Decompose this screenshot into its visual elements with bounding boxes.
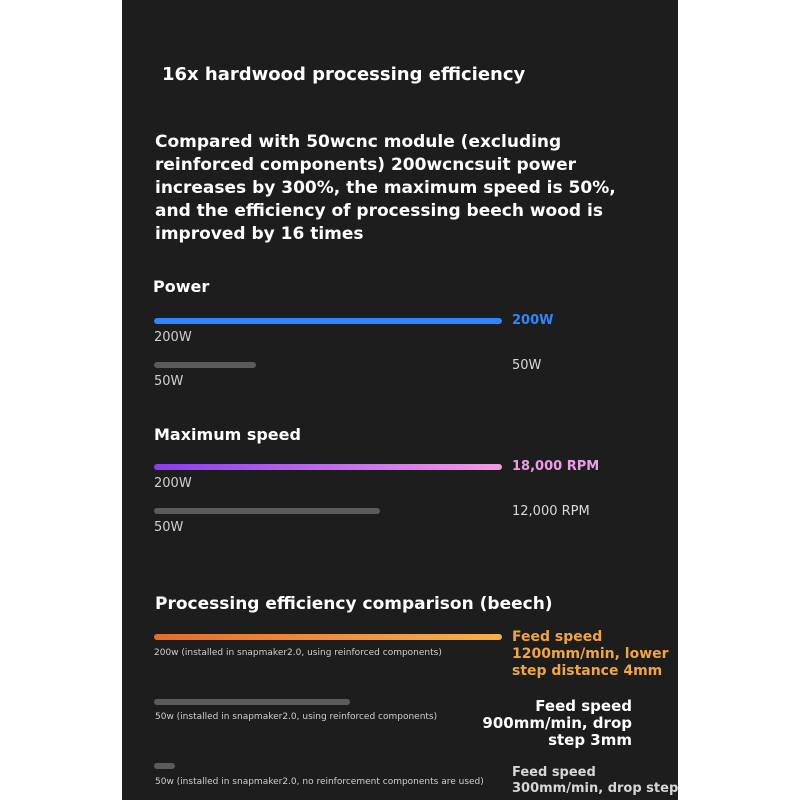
- content-panel: [122, 0, 678, 800]
- efficiency-value-50w-reinforced-line1: Feed speed: [535, 697, 632, 715]
- speed-value-50w: 12,000 RPM: [512, 504, 590, 519]
- speed-bar-50w: [154, 508, 380, 514]
- headline: 16x hardwood processing efficiency: [162, 64, 526, 85]
- efficiency-value-200w-line2: 1200mm/min, lower: [512, 646, 669, 662]
- efficiency-value-50w-reinforced-line3: step 3mm: [548, 731, 632, 749]
- speed-bar-200w: [154, 464, 502, 470]
- efficiency-title: Processing efficiency comparison (beech): [155, 594, 553, 614]
- power-label-50w: 50W: [154, 374, 184, 389]
- efficiency-value-200w-line1: Feed speed: [512, 629, 603, 645]
- efficiency-label-50w-reinforced: 50w (installed in snapmaker2.0, using reinforced components): [155, 712, 438, 722]
- efficiency-label-200w: 200w (installed in snapmaker2.0, using reinforced components): [154, 648, 442, 658]
- speed-title: Maximum speed: [154, 425, 301, 444]
- efficiency-value-50w-plain: [512, 765, 678, 797]
- speed-label-200w: 200W: [154, 476, 192, 491]
- efficiency-value-50w-reinforced-line2: 900mm/min, drop: [482, 714, 632, 732]
- efficiency-label-50w-plain: 50w (installed in snapmaker2.0, no reinforcement components are used): [155, 777, 484, 787]
- speed-value-200w: 18,000 RPM: [512, 459, 600, 474]
- efficiency-value-50w-plain-line2: 300mm/min, drop step: [512, 781, 678, 796]
- speed-label-50w: 50W: [154, 520, 184, 535]
- efficiency-bar-50w-plain: [154, 763, 175, 769]
- efficiency-value-200w: [512, 629, 669, 680]
- efficiency-bar-200w: [154, 634, 502, 640]
- power-value-200w: 200W: [512, 313, 554, 328]
- power-title: Power: [153, 277, 210, 296]
- efficiency-bar-50w-reinforced: [154, 699, 350, 705]
- power-value-50w: 50W: [512, 358, 542, 373]
- efficiency-value-50w-plain-line1: Feed speed: [512, 765, 596, 780]
- power-bar-50w: [154, 362, 256, 368]
- efficiency-value-200w-line3: step distance 4mm: [512, 663, 663, 679]
- power-bar-200w: [154, 318, 502, 324]
- power-label-200w: 200W: [154, 330, 192, 345]
- efficiency-value-50w-reinforced: [482, 698, 632, 749]
- description: Compared with 50wcnc module (excluding reinforced components) 200wcncsuit power increases by 300%, the maximum speed is 50%, and the efficiency of processing beech wood is improved by 16 times: [155, 132, 616, 244]
